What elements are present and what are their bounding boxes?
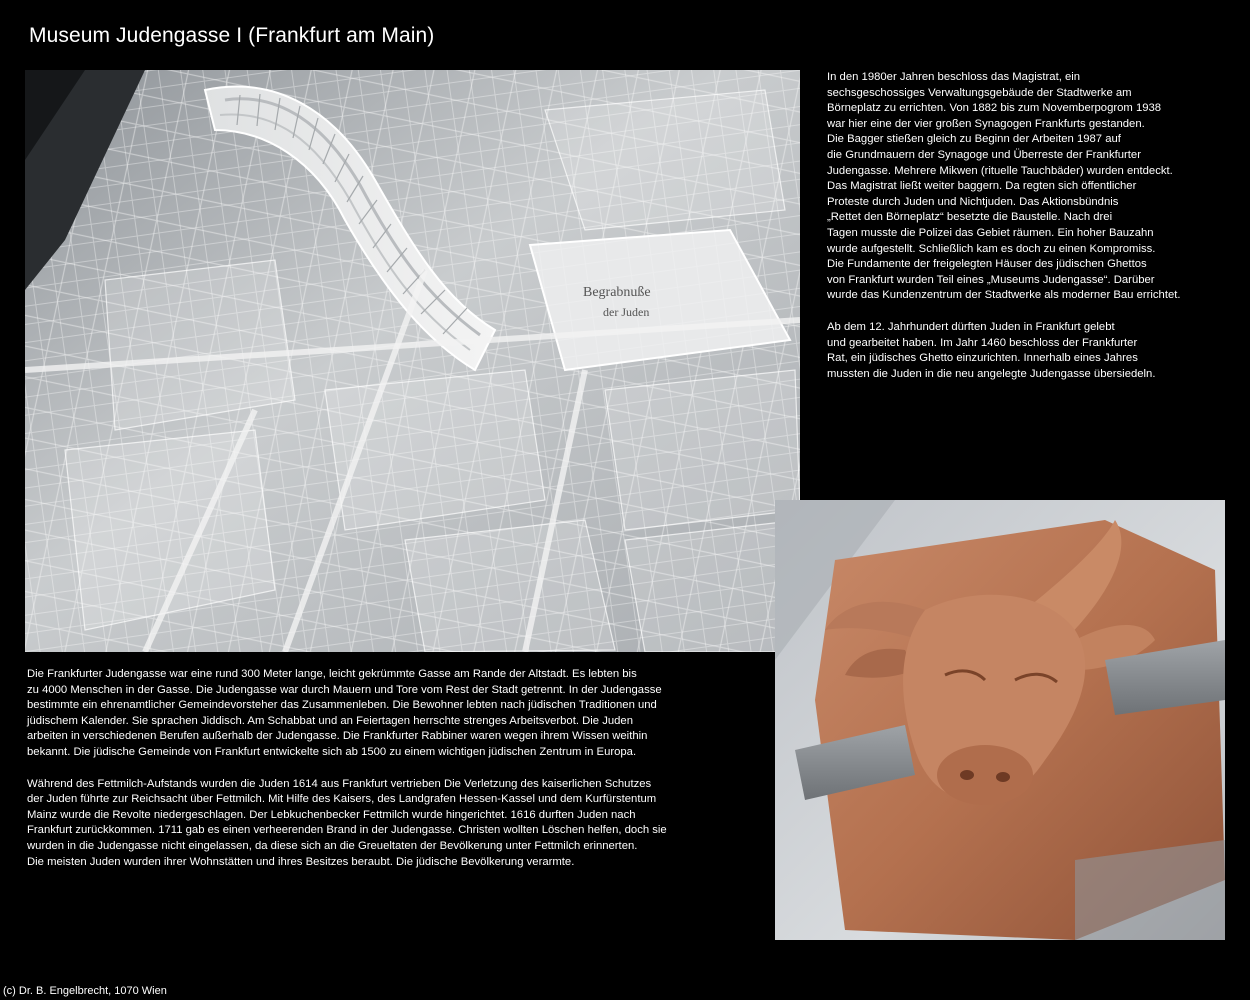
bull-relief-photo (775, 500, 1225, 940)
cemetery-sublabel: der Juden (603, 305, 650, 319)
model-photo (25, 70, 800, 652)
paragraph-fettmilch: Während des Fettmilch-Aufstands wurden die Juden 1614 aus Frankfurt vertrieben Die Verletzung des kaiserlichen Schutzes der Juden führte zur Reichsacht über Fettmilch. Mit Hilfe des Kaisers, des Landgrafen Hessen-Kassel und dem Kurfürstentum Mainz wurde die Revolte niedergeschlagen. Der Lebkuchenbecker Fettmilch wurde hingerichtet. 1616 durften Juden nach Frankfurt zurückkommen. 1711 gab es einen verheerenden Brand in der Judengasse. Christen wollten Löschen helfen, doch sie wurden in die Judengasse nicht eingelassen, da diese sich an die Greueltaten der Bevölkerung unter Fettmilch erinnerten. Die meisten Juden wurden ihrer Wohnstätten und ihres Besitzes beraubt. Die jüdische Bevölkerung verarmte. (27, 777, 667, 868)
copyright-footer: (c) Dr. B. Engelbrecht, 1070 Wien (3, 985, 167, 997)
paragraph-ghetto-origin: Ab dem 12. Jahrhundert dürften Juden in Frankfurt gelebt und gearbeitet haben. Im Jahr 1460 beschloss der Frankfurter Rat, ein jüdisches Ghetto einzurichten. Innerhalb eines Jahres mussten die Juden in die neu angelegte Judengasse übersiedeln. (827, 320, 1156, 380)
cemetery-label: Begrabnuße (583, 285, 651, 300)
page-title: Museum Judengasse I (Frankfurt am Main) (29, 24, 435, 47)
paragraph-boerneplatz: In den 1980er Jahren beschloss das Magistrat, ein sechsgeschossiges Verwaltungsgebäude der Stadtwerke am Börneplatz zu errichten. Von 1882 bis zum Novemberpogrom 1938 war hier eine der vier großen Synagogen Frankfurts gestanden. Die Bagger stießen gleich zu Beginn der Arbeiten 1987 auf die Grundmauern der Synagoge und Überreste der Frankfurter Judengasse. Mehrere Mikwen (rituelle Tauchbäder) wurden entdeckt. Das Magistrat ließt weiter baggern. Da regten sich öffentlicher Proteste durch Juden und Nichtjuden. Das Aktionsbündnis „Rettet den Börneplatz“ besetzte die Baustelle. Nach drei Tagen musste die Polizei das Gebiet räumen. Ein hoher Bauzahn wurde aufgestellt. Schließlich kam es doch zu einen Kompromiss. Die Fundamente der freigelegten Häuser des jüdischen Ghettos von Frankfurt wurden Teil eines „Museums Judengasse“. Darüber wurde das Kundenzentrum der Stadtwerke als moderner Bau errichtet. (827, 71, 1181, 302)
model-photo-illustration (25, 70, 800, 652)
paragraph-judengasse-life: Die Frankfurter Judengasse war eine rund 300 Meter lange, leicht gekrümmte Gasse am Rande der Altstadt. Es lebten bis zu 4000 Menschen in der Gasse. Die Judengasse war durch Mauern und Tore vom Rest der Stadt getrennt. In der Judengasse bestimmte ein ehrenamtlicher Gemeindevorsteher das Zusammenleben. Die Bewohner lebten nach jüdischen Traditionen und jüdischem Kalender. Sie sprachen Jiddisch. Am Schabbat und an Feiertagen herrschte strenges Arbeitsverbot. Die Juden arbeiten in verschiedenen Berufen außerhalb der Judengasse. Die Frankfurter Rabbiner waren wegen ihrem Wissen weithin bekannt. Die jüdische Gemeinde von Frankfurt entwickelte sich ab 1500 zu einem wichtigen jüdischen Zentrum in Europa. (27, 668, 662, 758)
bull-relief-illustration (775, 500, 1225, 940)
history-text-right (827, 70, 1227, 398)
history-text-left (27, 667, 767, 886)
